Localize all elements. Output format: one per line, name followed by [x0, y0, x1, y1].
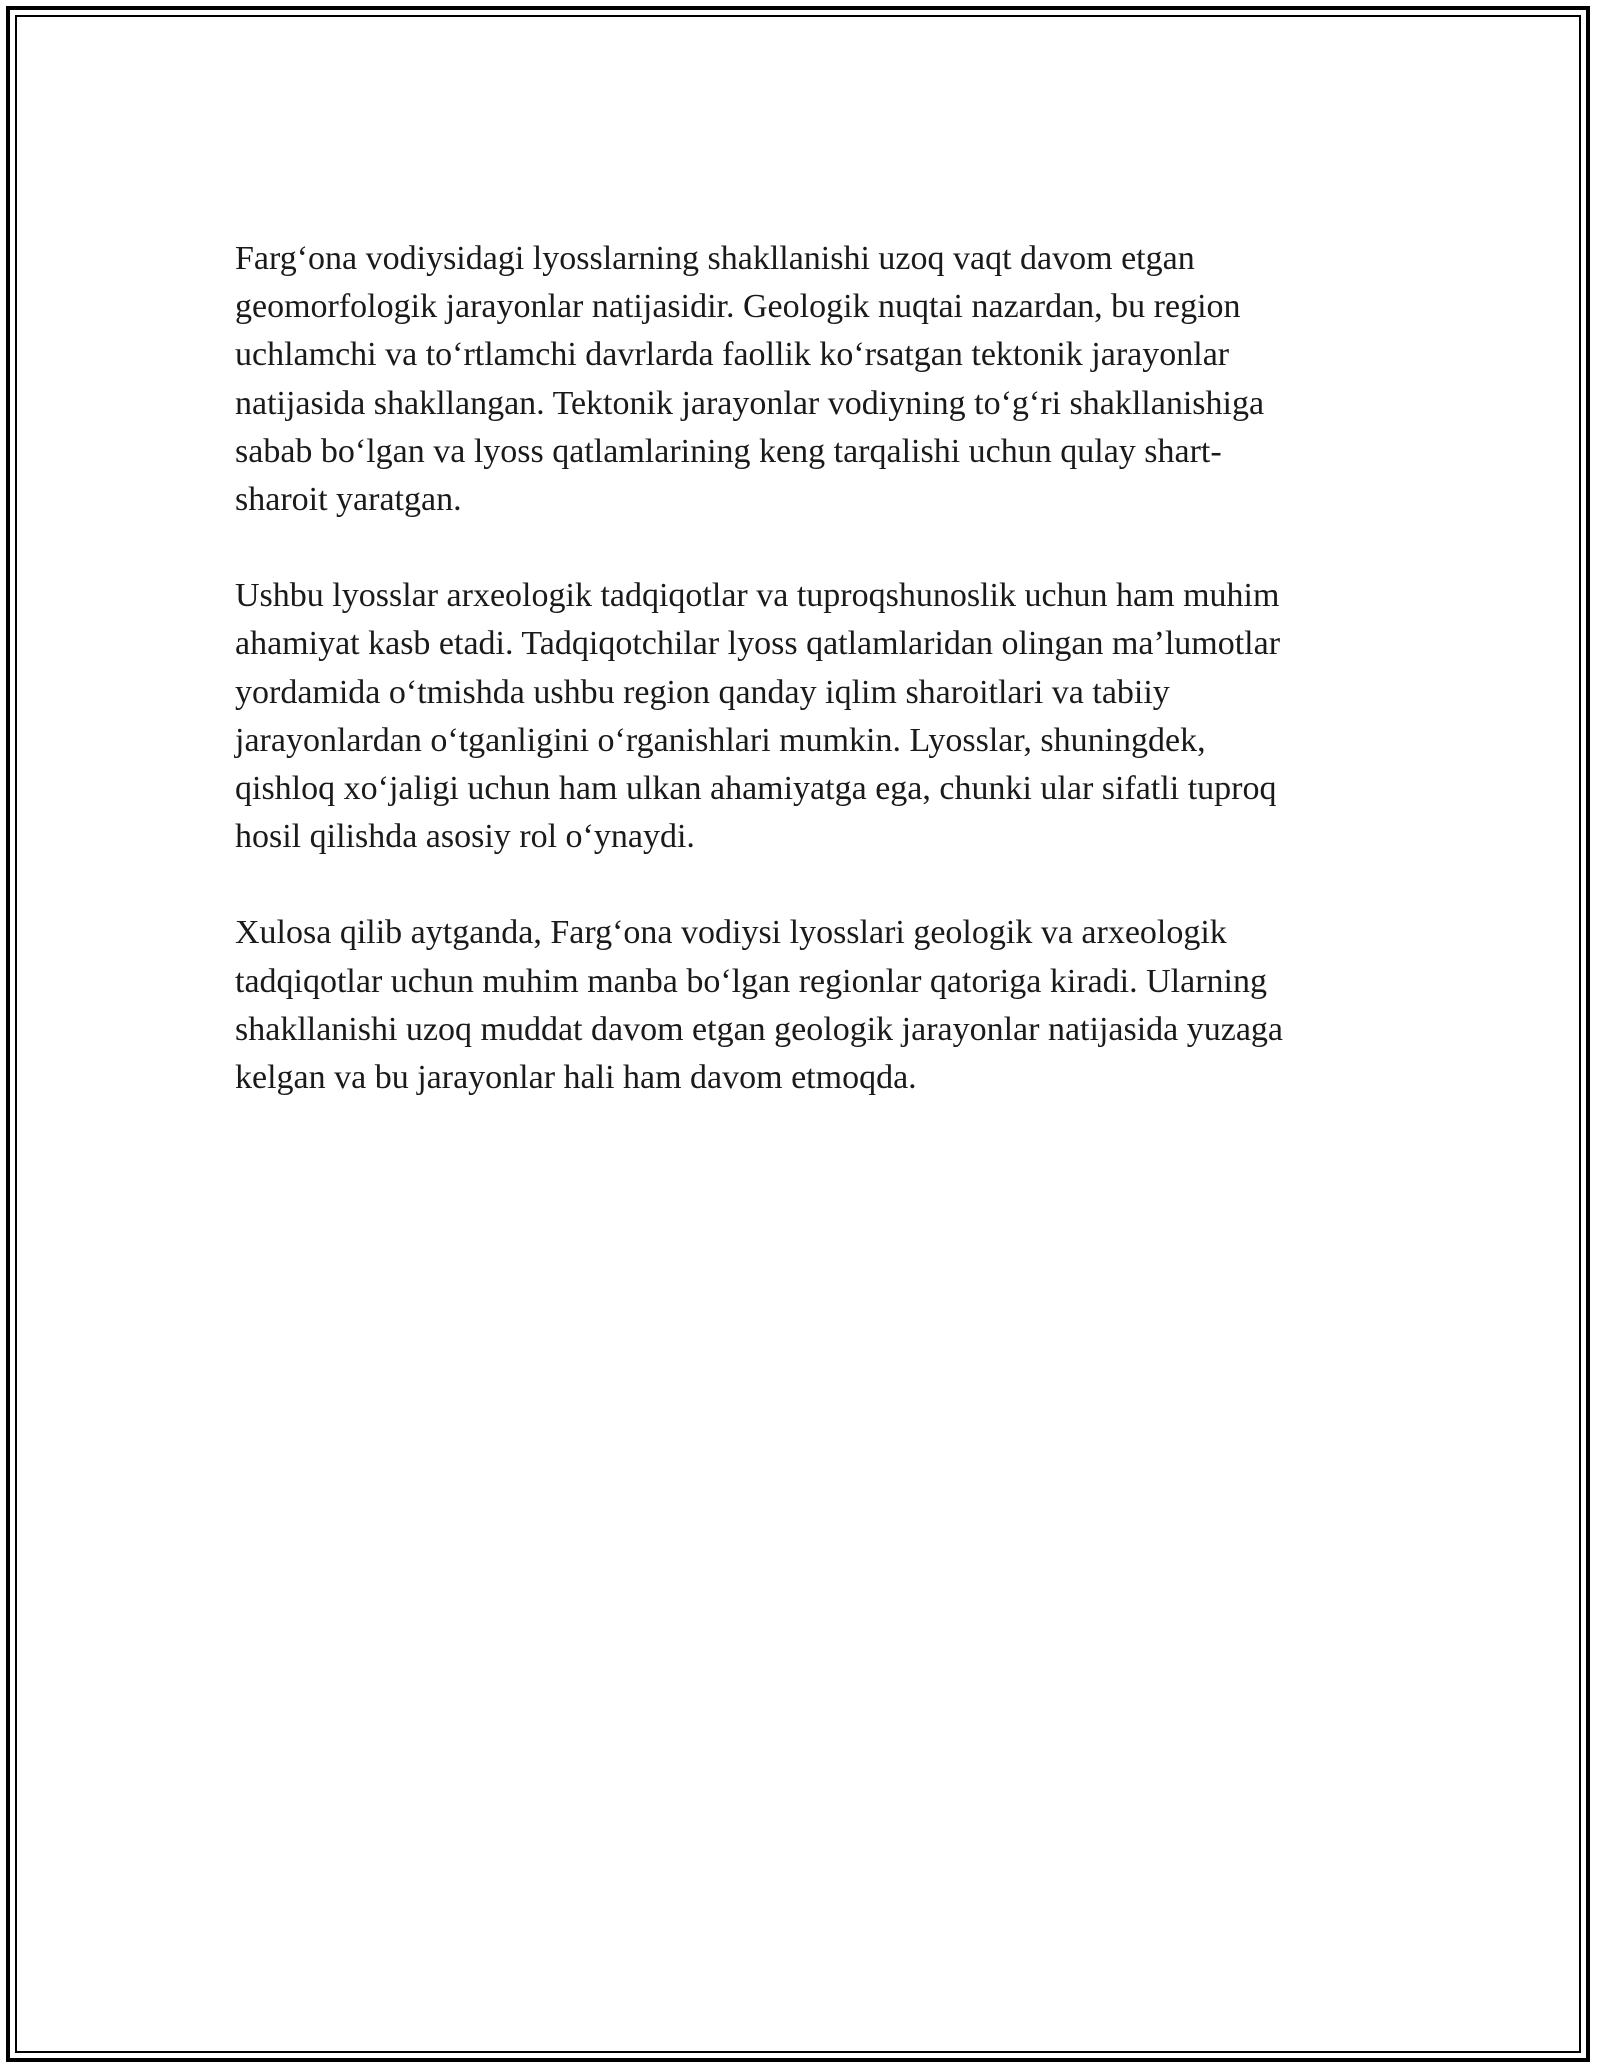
paragraph-line: Ushbu lyosslar arxeologik tadqiqotlar va tuproqshunoslik uchun ham muhim [235, 577, 1280, 615]
paragraph-line: hosil qilishda asosiy rol o‘ynaydi. [235, 818, 695, 856]
paragraph-line: Farg‘ona vodiysidagi lyosslarning shakllanishi uzoq vaqt davom etgan [235, 240, 1195, 277]
paragraph-line: kelgan va bu jarayonlar hali ham davom etmoqda. [235, 1059, 917, 1097]
paragraph-line: shakllanishi uzoq muddat davom etgan geologik jarayonlar natijasida yuzaga [235, 1010, 1284, 1048]
paragraph-3 [235, 909, 1370, 1102]
paragraph-1 [235, 235, 1370, 524]
paragraph-line: geomorfologik jarayonlar natijasidir. Geologik nuqtai nazardan, bu region [235, 288, 1241, 326]
paragraph-line: yordamida o‘tmishda ushbu region qanday iqlim sharoitlari va tabiiy [235, 673, 1170, 711]
paragraph-line: natijasida shakllangan. Tektonik jarayonlar vodiyning to‘g‘ri shakllanishiga [235, 384, 1265, 422]
document-body [235, 235, 1370, 1150]
paragraph-line: jarayonlardan o‘tganligini o‘rganishlari mumkin. Lyosslar, shuningdek, [235, 721, 1206, 759]
paragraph-2 [235, 572, 1370, 861]
paragraph-line: ahamiyat kasb etadi. Tadqiqotchilar lyoss qatlamlaridan olingan ma’lumotlar [235, 625, 1281, 663]
paragraph-line: Xulosa qilib aytganda, Farg‘ona vodiysi lyosslari geologik va arxeologik [235, 914, 1227, 952]
paragraph-line: uchlamchi va to‘rtlamchi davrlarda faollik ko‘rsatgan tektonik jarayonlar [235, 336, 1230, 374]
paragraph-line: qishloq xo‘jaligi uchun ham ulkan ahamiyatga ega, chunki ular sifatli tuproq [235, 770, 1277, 808]
paragraph-line: sharoit yaratgan. [235, 481, 462, 519]
paragraph-line: tadqiqotlar uchun muhim manba bo‘lgan regionlar qatoriga kiradi. Ularning [235, 962, 1267, 1000]
paragraph-line: sabab bo‘lgan va lyoss qatlamlarining keng tarqalishi uchun qulay shart- [235, 432, 1222, 470]
